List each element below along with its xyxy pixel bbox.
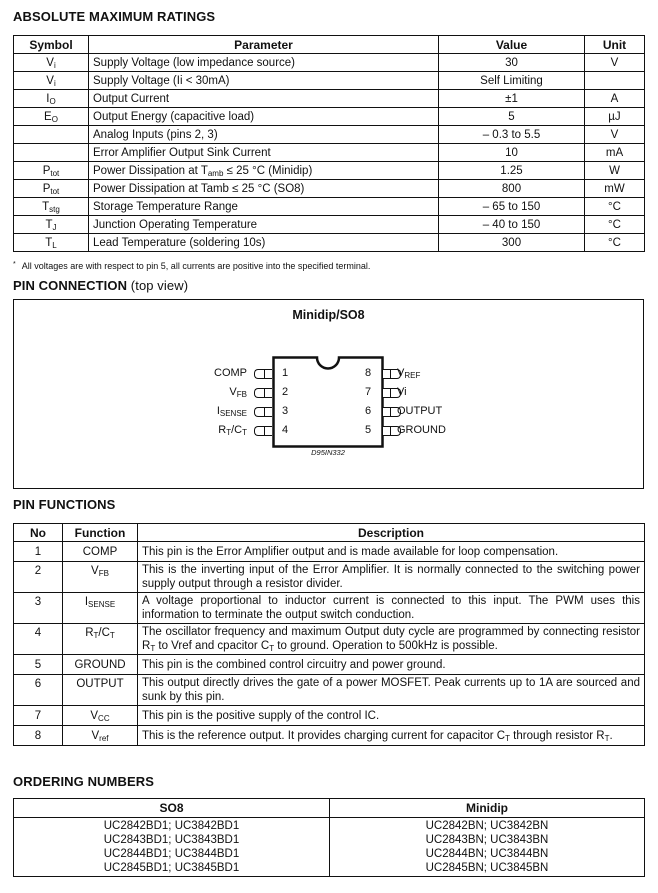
parameter-cell: Power Dissipation at $T_{amb} \le 25$ °C (Minidip) [89, 162, 439, 180]
unit-cell: A [585, 90, 645, 108]
symbol-cell: $V_i$ [14, 54, 89, 72]
pin-number: 5 [365, 424, 372, 436]
parameter-cell: Analog Inputs (pins 2, 3) [89, 126, 439, 144]
table-row [14, 593, 645, 624]
description-cell: This pin is the Error Amplifier output and is made available for loop compensation. [138, 542, 645, 562]
function-cell: $V_{ref}$ [63, 726, 138, 746]
pin-no-cell: 6 [14, 675, 63, 706]
part-number: UC2842BD1; UC3842BD1 [103, 820, 240, 832]
pin-no-cell: 2 [14, 562, 63, 593]
description-cell: This pin is the combined control circuitry and power ground. [138, 655, 645, 675]
function-cell: OUTPUT [63, 675, 138, 706]
pin-functions-title: PIN FUNCTIONS [13, 497, 116, 512]
pin-number: 1 [282, 367, 289, 379]
so8-part-numbers [14, 818, 330, 877]
part-number: UC2844BD1; UC3844BD1 [103, 848, 240, 860]
pin-no-cell: 7 [14, 706, 63, 726]
description-cell: This is the reference output. It provides charging current for capacitor $C_T$ through resistor $R_T$. [138, 726, 645, 746]
unit-cell: W [585, 162, 645, 180]
table-row [14, 624, 645, 655]
parameter-cell: Junction Operating Temperature [89, 216, 439, 234]
description-cell: This output directly drives the gate of a power MOSFET. Peak currents up to 1A are sourced and sunk by this pin. [138, 675, 645, 706]
symbol-cell [14, 126, 89, 144]
pin-label-comp: COMP [214, 367, 247, 379]
symbol-cell: $I_O$ [14, 90, 89, 108]
unit-cell: mA [585, 144, 645, 162]
footnote-text: All voltages are with respect to pin 5, all currents are positive into the specified terminal. [21, 261, 371, 271]
table-row [14, 234, 645, 252]
unit-cell: °C [585, 216, 645, 234]
part-number: UC2843BD1; UC3843BD1 [103, 834, 240, 846]
table-row [14, 706, 645, 726]
table-row [14, 180, 645, 198]
table-row [14, 162, 645, 180]
column-header-symbol: Symbol [14, 36, 89, 54]
column-header-unit: Unit [585, 36, 645, 54]
symbol-cell: $T_{stg}$ [14, 198, 89, 216]
pin-number: 7 [365, 386, 372, 398]
pin-number: 6 [365, 405, 372, 417]
pin-connection-title-suffix: (top view) [130, 278, 189, 293]
symbol-cell [14, 144, 89, 162]
pin-label-isense: $I_{SENSE}$ [216, 405, 247, 418]
table-row [14, 542, 645, 562]
value-cell: 800 [439, 180, 585, 198]
pin-number: 8 [365, 367, 372, 379]
column-header-function: Function [63, 524, 138, 542]
pin-no-cell: 1 [14, 542, 63, 562]
unit-cell: µJ [585, 108, 645, 126]
column-header-parameter: Parameter [89, 36, 439, 54]
pin-no-cell: 5 [14, 655, 63, 675]
minidip-part-numbers [330, 818, 645, 877]
part-number: UC2845BD1; UC3845BD1 [103, 862, 240, 874]
ordering-numbers-title: ORDERING NUMBERS [13, 774, 154, 789]
part-number: UC2843BN; UC3843BN [425, 834, 549, 846]
unit-cell: V [585, 54, 645, 72]
column-header-so8: SO8 [14, 799, 330, 818]
pin-label-output: OUTPUT [397, 405, 443, 417]
column-header-no: No [14, 524, 63, 542]
symbol-cell: $T_L$ [14, 234, 89, 252]
symbol-cell: $P_{tot}$ [14, 162, 89, 180]
value-cell: – 0.3 to 5.5 [439, 126, 585, 144]
part-number: UC2842BN; UC3842BN [425, 820, 549, 832]
package-title: Minidip/SO8 [292, 308, 365, 322]
pin-label-vfb: $V_{FB}$ [229, 386, 247, 399]
value-cell: 5 [439, 108, 585, 126]
description-cell: The oscillator frequency and maximum Output duty cycle are programmed by connecting resistor $R_T$ to Vref and cpacitor $C_T$ to ground. Operation to 500kHz is possible. [138, 624, 645, 655]
table-row [14, 726, 645, 746]
value-cell: 1.25 [439, 162, 585, 180]
ordering-numbers-table [13, 798, 645, 877]
unit-cell: °C [585, 198, 645, 216]
function-cell: $R_T/C_T$ [63, 624, 138, 655]
table-row [14, 108, 645, 126]
parameter-cell: Supply Voltage (Ii < 30mA) [89, 72, 439, 90]
pin-number: 4 [282, 424, 289, 436]
parameter-cell: Lead Temperature (soldering 10s) [89, 234, 439, 252]
parameter-cell: Storage Temperature Range [89, 198, 439, 216]
pin-connection-diagram [13, 299, 644, 489]
pin-no-cell: 3 [14, 593, 63, 624]
table-header-row [14, 36, 645, 54]
parameter-cell: Output Energy (capacitive load) [89, 108, 439, 126]
function-cell: GROUND [63, 655, 138, 675]
column-header-value: Value [439, 36, 585, 54]
pin-label-vi: Vi [397, 386, 407, 398]
part-number: UC2844BN; UC3844BN [425, 848, 549, 860]
symbol-cell: $E_O$ [14, 108, 89, 126]
symbol-cell: $P_{tot}$ [14, 180, 89, 198]
table-row [14, 675, 645, 706]
pin-lead-icon [254, 388, 272, 398]
table-row [14, 216, 645, 234]
abs-max-ratings-table [13, 35, 645, 252]
part-number: UC2845BN; UC3845BN [425, 862, 549, 874]
unit-cell [585, 72, 645, 90]
symbol-cell: $T_J$ [14, 216, 89, 234]
column-header-description: Description [138, 524, 645, 542]
pin-lead-icon [254, 369, 272, 379]
value-cell: ±1 [439, 90, 585, 108]
abs-max-footnote [13, 261, 370, 271]
description-cell: This pin is the positive supply of the control IC. [138, 706, 645, 726]
pin-lead-icon [254, 426, 272, 436]
table-row [14, 655, 645, 675]
unit-cell: mW [585, 180, 645, 198]
table-header-row [14, 799, 645, 818]
pin-number: 3 [282, 405, 289, 417]
table-row [14, 54, 645, 72]
value-cell: 30 [439, 54, 585, 72]
parameter-cell: Output Current [89, 90, 439, 108]
pin-functions-table [13, 523, 645, 746]
value-cell: – 65 to 150 [439, 198, 585, 216]
function-cell: COMP [63, 542, 138, 562]
value-cell: – 40 to 150 [439, 216, 585, 234]
pin-no-cell: 4 [14, 624, 63, 655]
pin-no-cell: 8 [14, 726, 63, 746]
value-cell: 10 [439, 144, 585, 162]
parameter-cell: Supply Voltage (low impedance source) [89, 54, 439, 72]
parameter-cell: Error Amplifier Output Sink Current [89, 144, 439, 162]
drawing-code: D95IN332 [311, 448, 345, 457]
unit-cell: V [585, 126, 645, 144]
pin-label-rt-ct: $R_T/C_T$ [218, 424, 247, 437]
footnote-marker: * [13, 261, 16, 268]
pin-number: 2 [282, 386, 289, 398]
symbol-cell: $V_i$ [14, 72, 89, 90]
description-cell: This is the inverting input of the Error Amplifier. It is normally connected to the switching power supply output through a resistor divider. [138, 562, 645, 593]
value-cell: 300 [439, 234, 585, 252]
column-header-minidip: Minidip [330, 799, 645, 818]
function-cell: $V_{FB}$ [63, 562, 138, 593]
table-row [14, 126, 645, 144]
value-cell: Self Limiting [439, 72, 585, 90]
function-cell: $V_{CC}$ [63, 706, 138, 726]
table-row [14, 144, 645, 162]
pin-lead-icon [254, 407, 272, 417]
function-cell: $I_{SENSE}$ [63, 593, 138, 624]
table-row [14, 72, 645, 90]
parameter-cell: Power Dissipation at Tamb ≤ 25 °C (SO8) [89, 180, 439, 198]
unit-cell: °C [585, 234, 645, 252]
pin-connection-title-text: PIN CONNECTION [13, 278, 128, 293]
abs-max-ratings-title: ABSOLUTE MAXIMUM RATINGS [13, 9, 216, 24]
pin-connection-title [13, 278, 188, 293]
table-row [14, 818, 645, 877]
table-header-row [14, 524, 645, 542]
description-cell: A voltage proportional to inductor current is connected to this input. The PWM uses this information to terminate the output switch conduction. [138, 593, 645, 624]
table-row [14, 562, 645, 593]
table-row [14, 90, 645, 108]
pin-label-vref: $V_{REF}$ [397, 367, 421, 380]
table-row [14, 198, 645, 216]
pin-label-ground: GROUND [397, 424, 446, 436]
